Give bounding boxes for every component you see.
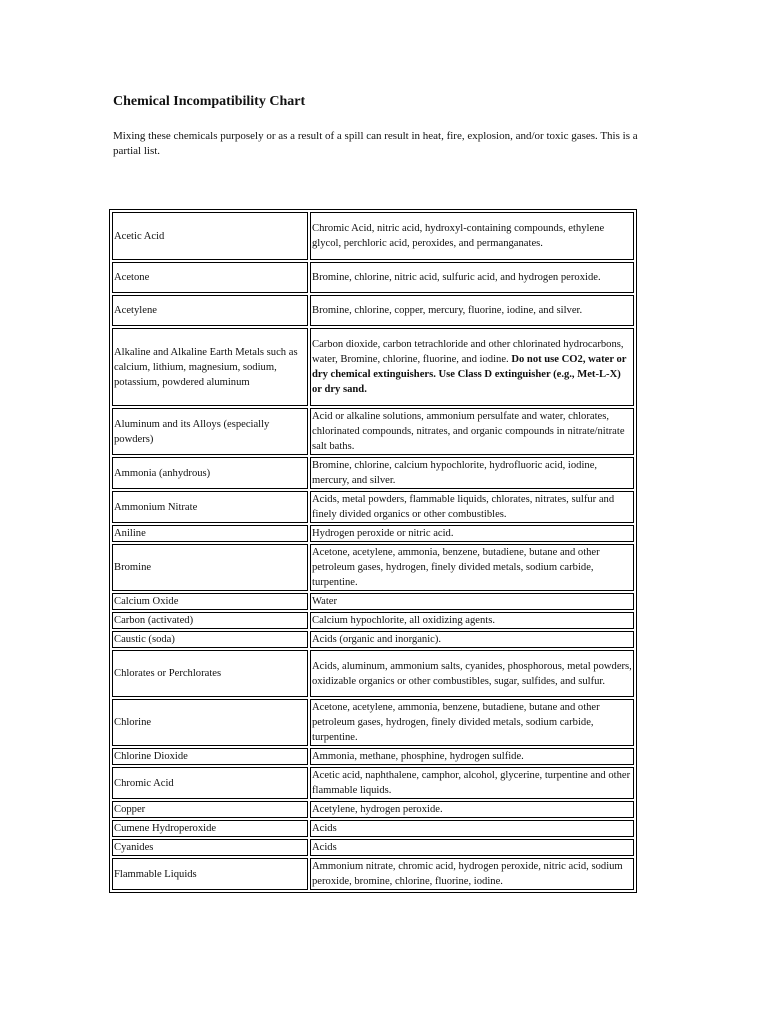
- table-row: [112, 491, 634, 523]
- chemical-cell: Acetone: [112, 262, 308, 293]
- incompatible-cell: [310, 858, 634, 890]
- incompatible-text: Chromic Acid, nitric acid, hydroxyl-containing compounds, ethylene glycol, perchloric acid, peroxides, and permanganates.: [312, 223, 605, 249]
- incompatible-cell: [310, 820, 634, 837]
- chemical-cell: Aluminum and its Alloys (especially powders): [112, 408, 308, 455]
- chemical-cell: Cyanides: [112, 839, 308, 856]
- table-row: [112, 525, 634, 542]
- chemical-cell: Bromine: [112, 544, 308, 591]
- table-row: [112, 262, 634, 293]
- incompatible-text: Bromine, chlorine, copper, mercury, fluorine, iodine, and silver.: [312, 305, 583, 316]
- incompatible-cell: [310, 839, 634, 856]
- incompatible-text: Acids, aluminum, ammonium salts, cyanides, phosphorous, metal powders, oxidizable organics or other combustibles, sugar, sulfides, and sulfur.: [312, 660, 632, 687]
- chemical-cell: Ammonia (anhydrous): [112, 457, 308, 489]
- table-row: [112, 699, 634, 746]
- incompatible-text: Acetic acid, naphthalene, camphor, alcohol, glycerine, turpentine and other flammable liquids.: [312, 770, 631, 796]
- incompatible-text: Ammonium nitrate, chromic acid, hydrogen peroxide, nitric acid, sodium peroxide, bromine, chlorine, fluorine, iodine.: [312, 861, 623, 887]
- table-row: [112, 748, 634, 765]
- incompatible-cell: [310, 767, 634, 799]
- table-row: [112, 820, 634, 837]
- incompatible-cell: [310, 748, 634, 765]
- incompatible-cell: [310, 544, 634, 591]
- incompatible-cell: [310, 328, 634, 406]
- chemical-cell: Calcium Oxide: [112, 593, 308, 610]
- table-row: [112, 544, 634, 591]
- table-row: [112, 839, 634, 856]
- incompatible-text: Acid or alkaline solutions, ammonium persulfate and water, chlorates, chlorinated compounds, nitrates, and organic compounds in nitrate/nitrate salt baths.: [312, 411, 625, 452]
- incompatible-cell: [310, 801, 634, 818]
- incompatible-text: Hydrogen peroxide or nitric acid.: [312, 528, 454, 539]
- table-row: [112, 631, 634, 648]
- incompatible-text: Carbon dioxide, carbon tetrachloride and other chlorinated hydrocarbons, water, Bromine, chlorine, fluorine, and iodine.: [312, 339, 624, 365]
- incompatible-text: Acids: [312, 842, 337, 853]
- incompatible-text: Bromine, chlorine, calcium hypochlorite, hydrofluoric acid, iodine, mercury, and silver.: [312, 460, 598, 486]
- table-row: [112, 858, 634, 890]
- incompatible-text: Acids (organic and inorganic).: [312, 634, 442, 645]
- chemical-cell: Chlorine: [112, 699, 308, 746]
- chemical-cell: Ammonium Nitrate: [112, 491, 308, 523]
- chemical-cell: Carbon (activated): [112, 612, 308, 629]
- chemical-cell: Cumene Hydroperoxide: [112, 820, 308, 837]
- incompatible-text: Water: [312, 596, 338, 607]
- table-row: [112, 295, 634, 326]
- incompatible-text: Bromine, chlorine, nitric acid, sulfuric acid, and hydrogen peroxide.: [312, 272, 601, 283]
- incompatible-cell: [310, 593, 634, 610]
- chemical-cell: Chlorine Dioxide: [112, 748, 308, 765]
- incompatible-text: Acids, metal powders, flammable liquids, chlorates, nitrates, sulfur and finely divided organics or other combustibles.: [312, 494, 615, 520]
- incompatible-cell: [310, 457, 634, 489]
- table-row: [112, 328, 634, 406]
- incompatible-cell: [310, 631, 634, 648]
- table-row: [112, 212, 634, 260]
- table-row: [112, 801, 634, 818]
- incompatibility-table: [109, 209, 637, 893]
- table-body: [112, 212, 634, 890]
- table-row: [112, 767, 634, 799]
- incompatible-cell: [310, 262, 634, 293]
- table-row: [112, 457, 634, 489]
- incompatible-text: Acetone, acetylene, ammonia, benzene, butadiene, butane and other petroleum gases, hydrogen, finely divided metals, sodium carbide, turpentine.: [312, 547, 600, 588]
- table-row: [112, 593, 634, 610]
- chemical-cell: Acetylene: [112, 295, 308, 326]
- incompatible-cell: [310, 212, 634, 260]
- chemical-cell: Caustic (soda): [112, 631, 308, 648]
- table-row: [112, 650, 634, 697]
- chemical-cell: Acetic Acid: [112, 212, 308, 260]
- incompatible-text: Acetone, acetylene, ammonia, benzene, butadiene, butane and other petroleum gases, hydrogen, finely divided metals, sodium carbide, turpentine.: [312, 702, 600, 743]
- incompatible-cell: [310, 408, 634, 455]
- incompatible-text: Calcium hypochlorite, all oxidizing agents.: [312, 615, 495, 626]
- incompatible-cell: [310, 525, 634, 542]
- chemical-cell: Flammable Liquids: [112, 858, 308, 890]
- incompatible-cell: [310, 650, 634, 697]
- incompatible-text: Ammonia, methane, phosphine, hydrogen sulfide.: [312, 751, 524, 762]
- chemical-cell: Alkaline and Alkaline Earth Metals such as calcium, lithium, magnesium, sodium, potassium, powdered aluminum: [112, 328, 308, 406]
- incompatible-cell: [310, 699, 634, 746]
- warning-text: Do not use CO2, water or dry chemical extinguishers. Use Class D extinguisher (e.g., Met-L-X) or dry sand.: [312, 354, 627, 395]
- incompatible-text: Acids: [312, 823, 337, 834]
- chemical-cell: Copper: [112, 801, 308, 818]
- chemical-cell: Aniline: [112, 525, 308, 542]
- incompatible-cell: [310, 491, 634, 523]
- chemical-cell: Chlorates or Perchlorates: [112, 650, 308, 697]
- document-title: Chemical Incompatibility Chart: [113, 94, 306, 109]
- chemical-cell: Chromic Acid: [112, 767, 308, 799]
- intro-paragraph: Mixing these chemicals purposely or as a result of a spill can result in heat, fire, explosion, and/or toxic gases. This is a partial list.: [113, 130, 638, 157]
- incompatible-cell: [310, 295, 634, 326]
- incompatible-text: Acetylene, hydrogen peroxide.: [312, 804, 443, 815]
- table-row: [112, 408, 634, 455]
- table-row: [112, 612, 634, 629]
- incompatible-cell: [310, 612, 634, 629]
